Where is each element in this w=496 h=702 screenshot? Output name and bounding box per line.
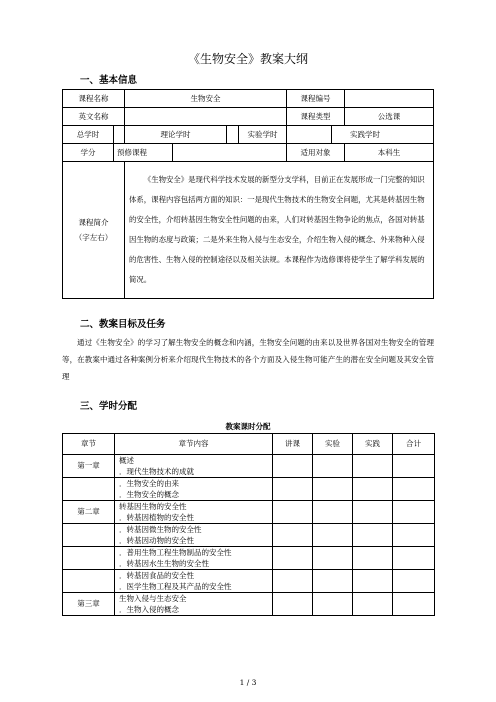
intro-note: （字左右） <box>74 233 113 242</box>
chapter-cell <box>63 547 115 570</box>
section-heading-basic-info: 一、基本信息 <box>80 75 138 86</box>
content-line: ．生物安全的由来 <box>119 479 179 488</box>
content-line: ．转基因动物的安全性 <box>119 536 194 545</box>
audience-label: 适用对象 <box>287 144 345 162</box>
content-cell <box>115 570 273 593</box>
table-row <box>63 570 435 593</box>
section-heading-objectives: 二、教案目标及任务 <box>80 319 166 330</box>
practice-hours-label: 实践学时 <box>332 126 434 144</box>
schedule-caption: 教案课时分配 <box>225 422 271 431</box>
course-name-label: 课程名称 <box>63 90 125 108</box>
total-hours-label: 总学时 <box>63 126 114 144</box>
table-row <box>63 547 435 570</box>
course-code-label: 课程编号 <box>287 90 345 108</box>
content-cell <box>115 593 273 616</box>
content-line: 转基因生物的安全性 <box>119 502 187 511</box>
theory-hours-label: 理论学时 <box>125 126 227 144</box>
english-name-label: 英文名称 <box>63 108 125 126</box>
content-line: ．现代生物技术的成就 <box>119 467 194 476</box>
table-row <box>63 478 435 501</box>
section-heading-hours: 三、学时分配 <box>80 401 138 412</box>
content-line: ．医学生物工程及其产品的安全性 <box>119 582 232 591</box>
page-number: 1 / 3 <box>239 678 257 687</box>
chapter-cell <box>63 570 115 593</box>
content-line: ．转基因水生生物的安全性 <box>119 559 209 568</box>
content-line: ．转基因植物的安全性 <box>119 513 194 522</box>
chapter-cell: 第三章 <box>63 593 115 616</box>
english-name-value <box>125 108 287 126</box>
credit-label: 学分 <box>63 144 114 162</box>
chapter-cell: 第一章 <box>63 455 115 478</box>
table-row <box>63 593 435 616</box>
intro-label-cell <box>63 162 125 299</box>
intro-label: 课程简介 <box>78 217 109 227</box>
header-chapter: 章节 <box>63 434 115 455</box>
header-lab: 实验 <box>313 434 353 455</box>
content-cell <box>115 501 273 524</box>
table-row <box>63 455 435 478</box>
basic-info-table <box>62 89 434 299</box>
content-line: ．转基因食品的安全性 <box>119 571 194 580</box>
content-line: ．生物安全的概念 <box>119 490 179 499</box>
content-line: 生物入侵与生态安全 <box>119 594 187 603</box>
table-row <box>63 524 435 547</box>
prereq-value <box>173 144 287 162</box>
content-cell <box>115 524 273 547</box>
course-name-value: 生物安全 <box>125 90 287 108</box>
course-type-value: 公选课 <box>345 108 434 126</box>
document-title: 《生物安全》教案大纲 <box>187 52 308 66</box>
audience-value: 本科生 <box>345 144 434 162</box>
lab-hours-value <box>287 126 332 144</box>
objectives-paragraph: 通过《生物安全》的学习了解生物安全的概念和内涵，生物安全问题的由来以及世界各国对生物安全的管理等，在教案中通过各种案例分析来介绍现代生物技术的各个方面及入侵生物可能产生的潜在安全问题及其安全管理 <box>62 338 434 381</box>
content-line: 概述 <box>119 456 134 465</box>
schedule-table <box>62 433 435 616</box>
content-cell <box>115 547 273 570</box>
content-line: ．生物入侵的概念 <box>119 605 179 614</box>
header-total: 合计 <box>393 434 435 455</box>
content-cell <box>115 455 273 478</box>
total-hours-value <box>114 126 125 144</box>
lab-hours-label: 实验学时 <box>239 126 287 144</box>
course-type-label: 课程类型 <box>287 108 345 126</box>
table-row <box>63 501 435 524</box>
course-code-value <box>345 90 434 108</box>
content-line: ．普用生物工程生物制品的安全性 <box>119 548 232 557</box>
prereq-label: 预修课程 <box>114 144 173 162</box>
content-cell <box>115 478 273 501</box>
schedule-header-row <box>63 434 435 455</box>
header-practice: 实践 <box>353 434 393 455</box>
chapter-cell <box>63 478 115 501</box>
intro-text: 《生物安全》是现代科学技术发展的新型分支学科，目前正在发展形成一门完整的知识体系，课程内容包括两方面的知识：一是现代生物技术的生物安全问题，尤其是转基因生物的安全性，介绍转基因生物安全性问题的由来，人们对转基因生物争论的焦点，各国对转基因生物的态度与政策；二是外来生物入侵与生态安全，介绍生物入侵的概念、外来物种入侵的危害性、生物入侵的控制途径以及相关法规。本课程作为选修课将使学生了解学科发展的简况。 <box>125 162 434 299</box>
chapter-cell <box>63 524 115 547</box>
content-line: ．转基因微生物的安全性 <box>119 525 202 534</box>
header-lecture: 讲课 <box>273 434 313 455</box>
header-content: 章节内容 <box>115 434 273 455</box>
chapter-cell: 第二章 <box>63 501 115 524</box>
theory-hours-value <box>227 126 239 144</box>
